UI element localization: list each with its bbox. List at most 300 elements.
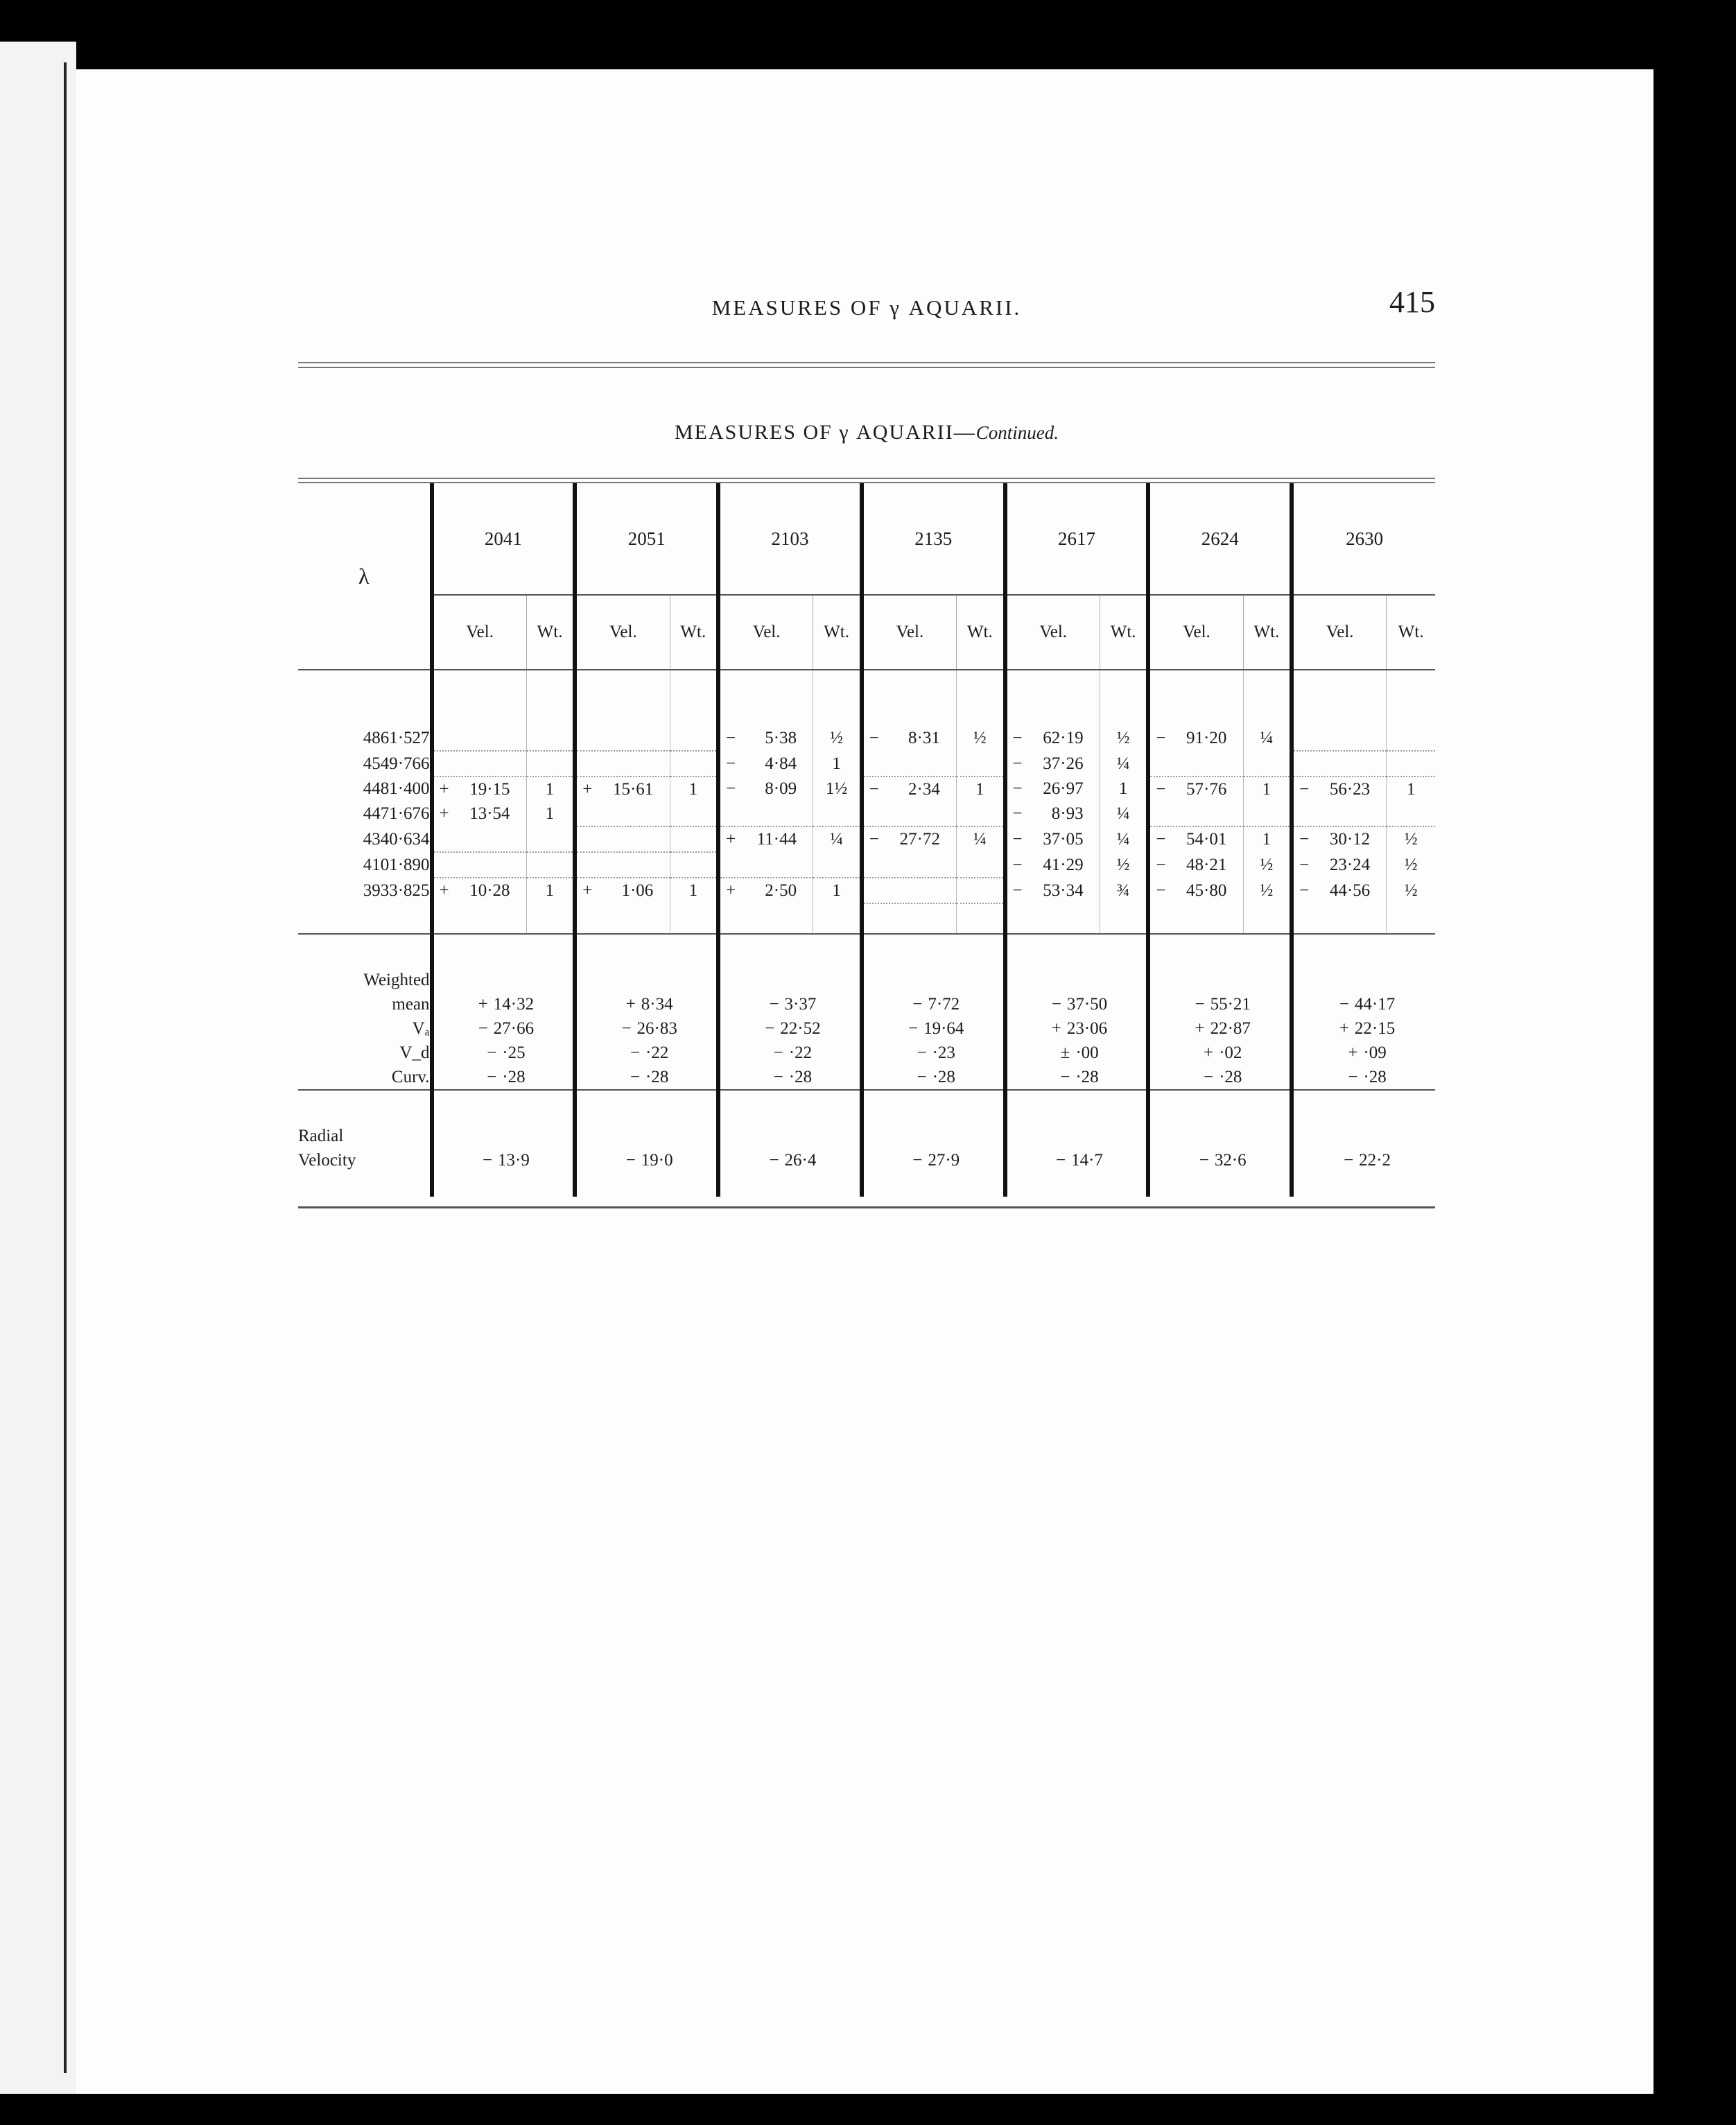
empty-cell [1292,726,1387,751]
weight-cell: 1 [670,777,718,801]
velocity-value: 27·72 [899,830,940,849]
summary-value [1005,1041,1149,1065]
separator-row [298,934,1435,968]
empty-cell [1387,801,1435,826]
value: ·28 [645,1067,669,1086]
sign: − [1012,779,1023,798]
wavelength-cell: 3933·825 [363,881,430,900]
vel-header: Vel. [1005,595,1100,670]
velocity-value: 15·61 [612,779,654,799]
radial-velocity-value [575,1148,718,1172]
weight-cell: 1 [1243,777,1292,801]
sign: − [912,1150,923,1170]
observation-row [298,852,1435,878]
sign: − [1156,830,1166,849]
value: ·00 [1075,1043,1099,1062]
summary-value [575,1016,718,1041]
sign: − [1156,881,1166,900]
velocity-value: 26·97 [1043,779,1084,798]
summary-label: Weighted [363,970,430,989]
empty-cell [432,751,527,777]
empty-cell [957,878,1005,903]
summary-label: mean [392,994,430,1014]
sign: + [1348,1043,1358,1062]
weight-cell: 1 [526,777,575,801]
sign: − [1051,994,1061,1014]
sign: − [621,1018,632,1038]
empty-cell [813,801,862,826]
table-title-continued: Continued. [975,422,1059,443]
value: 26·4 [784,1150,817,1170]
weight-cell: ¼ [1243,726,1292,751]
weight-cell: 1 [526,801,575,826]
velocity-cell [1005,801,1100,826]
sign: + [1339,1018,1349,1038]
value: ·09 [1363,1043,1387,1062]
value: ·02 [1219,1043,1242,1062]
radial-velocity-value [1005,1148,1149,1172]
velocity-value: 37·05 [1043,829,1084,849]
summary-value [1292,992,1435,1016]
wt-header: Wt. [670,595,718,670]
sign: − [769,1150,779,1170]
empty-cell [526,751,575,777]
summary-value [862,1016,1005,1041]
empty-cell [957,751,1005,777]
velocity-value: 2·50 [765,881,797,900]
velocity-value: 4·84 [765,754,797,773]
wt-header: Wt. [526,595,575,670]
value: 27·9 [928,1150,960,1170]
value: 8·34 [641,994,673,1014]
wavelength-cell: 4861·527 [363,729,430,747]
sign: − [1199,1150,1209,1170]
velocity-cell [1005,726,1100,751]
wavelength-cell: 4471·676 [363,804,430,823]
sign: − [1195,994,1205,1014]
weight-cell: ½ [1243,852,1292,878]
weight-cell: 1 [1387,777,1435,801]
sign: − [869,729,879,747]
empty-cell [957,852,1005,878]
weight-cell: 1 [526,878,575,903]
sign: − [769,994,779,1014]
vel-header: Vel. [718,595,813,670]
empty-cell [862,751,957,777]
sign: + [726,830,736,849]
summary-value [1005,1065,1149,1090]
weight-cell: 1½ [813,777,862,801]
value: 23·06 [1066,1018,1108,1038]
summary-value [1292,1041,1435,1065]
empty-cell [718,801,813,826]
sign: − [630,1043,641,1062]
velocity-cell [1292,878,1387,903]
velocity-cell [1148,726,1243,751]
book-page [76,69,1653,2094]
empty-cell [1148,751,1243,777]
sign: − [1012,881,1023,900]
velocity-value: 44·56 [1329,881,1371,900]
weight-cell: ½ [813,726,862,751]
spacer-row [298,670,1435,726]
empty-cell [670,726,718,751]
value: ·22 [788,1043,813,1062]
value: 14·7 [1071,1150,1103,1170]
empty-cell [1387,726,1435,751]
empty-cell [1148,801,1243,826]
vd-row [298,1041,1435,1065]
value: ·28 [1075,1067,1099,1086]
velocity-cell [1148,777,1243,801]
weight-cell: ½ [1387,878,1435,903]
radial-label: Velocity [298,1150,356,1170]
value: 26·83 [636,1018,677,1038]
sign: − [1156,855,1166,874]
sign: ± [1060,1043,1070,1062]
summary-value [1005,992,1149,1016]
value: 19·0 [641,1150,673,1170]
weight-cell: ½ [1100,852,1148,878]
sign: − [1012,729,1023,747]
observation-row [298,801,1435,826]
radial-velocity-row [298,1148,1435,1172]
sign: − [1156,779,1166,799]
running-title: MEASURES OF γ AQUARII. [711,295,1022,320]
sign: − [1060,1067,1070,1086]
plate-header: 2103 [718,483,862,595]
velocity-value: 41·29 [1043,855,1084,874]
empty-cell [575,852,670,878]
velocity-value: 48·21 [1186,855,1227,874]
weight-cell: ½ [957,726,1005,751]
weight-cell: 1 [1243,826,1292,852]
velocity-cell [862,726,957,751]
summary-empty [1148,968,1292,992]
page-number: 415 [1389,285,1435,319]
empty-cell [1387,751,1435,777]
value: ·28 [1219,1067,1242,1086]
summary-empty [862,968,1005,992]
summary-label: V_d [399,1043,430,1062]
curv-row [298,1065,1435,1090]
value: 37·50 [1066,994,1108,1014]
velocity-value: 19·15 [469,779,510,799]
sign: + [478,994,488,1014]
plate-header: 2624 [1148,483,1292,595]
weight-cell: ¼ [1100,826,1148,852]
sign: − [1012,754,1023,773]
observation-row [298,878,1435,903]
summary-empty [432,968,575,992]
value: 32·6 [1214,1150,1247,1170]
empty-cell [575,826,670,852]
summary-empty [575,968,718,992]
vel-header: Vel. [862,595,957,670]
velocity-cell [718,878,813,903]
empty-cell [670,801,718,826]
empty-cell [526,852,575,878]
sign: − [487,1043,497,1062]
value: 22·15 [1354,1018,1396,1038]
velocity-value: 13·54 [469,804,510,823]
sign: + [1204,1043,1214,1062]
velocity-value: 30·12 [1329,830,1371,849]
value: 14·32 [493,994,535,1014]
empty-cell [718,852,813,878]
empty-cell [1243,801,1292,826]
velocity-cell [1148,826,1243,852]
empty-cell [670,751,718,777]
wavelength-cell: 4340·634 [363,829,430,849]
weight-cell: 1 [813,878,862,903]
value: 22·87 [1210,1018,1251,1038]
velocity-value: 5·38 [765,729,797,747]
weight-cell: 1 [1100,777,1148,801]
summary-value [432,992,575,1016]
empty-cell [670,852,718,878]
summary-value [432,1041,575,1065]
wt-header: Wt. [813,595,862,670]
wavelength-cell: 4481·400 [363,779,430,798]
summary-value [1292,1065,1435,1090]
sign: − [482,1150,493,1170]
sign: − [869,779,879,799]
page-content [298,284,1435,1208]
value: 22·2 [1359,1150,1391,1170]
sign: − [478,1018,488,1038]
sign: − [1299,881,1310,900]
wt-header: Wt. [1387,595,1435,670]
velocity-value: 45·80 [1186,881,1227,900]
sign: + [439,804,449,823]
radial-velocity-value [1292,1148,1435,1172]
velocity-value: 53·34 [1043,881,1084,900]
plate-header: 2630 [1292,483,1435,595]
vel-header: Vel. [1292,595,1387,670]
empty-cell [432,852,527,878]
sign: − [869,830,879,849]
empty-cell [862,852,957,878]
sign: − [487,1067,497,1086]
empty-cell [813,852,862,878]
running-head [298,284,1435,326]
radial-label-row [298,1124,1435,1148]
sign: − [726,729,736,747]
velocity-cell [432,801,527,826]
weight-cell: ½ [1387,826,1435,852]
velocity-value: 2·34 [908,779,940,799]
value: 27·66 [493,1018,535,1038]
wt-header: Wt. [957,595,1005,670]
weight-cell: ¾ [1100,878,1148,903]
value: 7·72 [928,994,960,1014]
velocity-value: 1·06 [621,881,654,900]
sign: − [630,1067,641,1086]
velocity-cell [432,777,527,801]
velocity-cell [1292,852,1387,878]
summary-value [718,992,862,1016]
separator-row [298,1090,1435,1124]
sign: + [582,779,593,799]
wt-header: Wt. [1243,595,1292,670]
value: 44·17 [1354,994,1396,1014]
summary-value [1148,1065,1292,1090]
sign: + [726,881,736,900]
velocity-value: 37·26 [1043,754,1084,773]
weight-cell: ½ [1387,852,1435,878]
empty-cell [1292,751,1387,777]
sign: − [1299,855,1310,874]
summary-value [575,1065,718,1090]
observation-row [298,777,1435,801]
summary-value [862,992,1005,1016]
sign: − [1156,729,1166,747]
velocity-cell [1292,826,1387,852]
sign: − [765,1018,775,1038]
spacer-row [298,1172,1435,1197]
sign: − [1299,779,1310,799]
velocity-cell [718,777,813,801]
sign: − [1204,1067,1214,1086]
summary-value [862,1065,1005,1090]
observation-row [298,726,1435,751]
sign: − [917,1067,927,1086]
sign: − [912,994,923,1014]
empty-cell [526,726,575,751]
sign: − [773,1067,783,1086]
value: 22·52 [780,1018,821,1038]
velocity-cell [718,751,813,777]
radial-velocity-value [432,1148,575,1172]
velocity-cell [1005,751,1100,777]
summary-value [718,1016,862,1041]
summary-empty [718,968,862,992]
sign: + [1195,1018,1205,1038]
summary-value [1148,992,1292,1016]
table-bottom-rule [298,1206,1435,1208]
sign: − [726,754,736,773]
observation-row [298,751,1435,777]
value: 55·21 [1210,994,1251,1014]
vel-header: Vel. [575,595,670,670]
summary-empty [1005,968,1149,992]
weight-cell: ¼ [1100,751,1148,777]
empty-cell [575,751,670,777]
weight-cell: ½ [1100,726,1148,751]
summary-value [1292,1016,1435,1041]
table-title [298,421,1435,444]
velocity-cell [1005,878,1100,903]
empty-cell [1243,751,1292,777]
value: ·22 [645,1043,669,1062]
weight-cell: 1 [813,751,862,777]
value: 3·37 [784,994,817,1014]
radial-velocity-value [1148,1148,1292,1172]
empty-cell [862,801,957,826]
sign: + [1051,1018,1061,1038]
sign: + [582,881,593,900]
spacer-row [298,903,1435,934]
weight-cell: ¼ [813,826,862,852]
value: ·28 [788,1067,813,1086]
empty-cell [432,726,527,751]
vel-header: Vel. [1148,595,1243,670]
sign: − [773,1043,783,1062]
velocity-value: 54·01 [1186,830,1227,849]
summary-value [432,1065,575,1090]
value: ·25 [502,1043,526,1062]
sign: − [726,779,736,798]
summary-value [1148,1041,1292,1065]
velocity-cell [862,777,957,801]
velocity-cell [1005,826,1100,852]
sign: − [1339,994,1349,1014]
velocity-cell [1005,852,1100,878]
velocity-value: 8·93 [1051,804,1084,823]
sign: − [1012,855,1023,874]
plate-header: 2051 [575,483,718,595]
summary-value [862,1041,1005,1065]
empty-cell [526,826,575,852]
weight-cell: ¼ [1100,801,1148,826]
sign: + [625,994,636,1014]
summary-value [1148,1016,1292,1041]
summary-label: Curv. [391,1067,430,1086]
velocity-value: 23·24 [1329,855,1371,874]
sign: − [908,1018,919,1038]
value: ·28 [1363,1067,1387,1086]
summary-label: Vₐ [412,1018,430,1038]
gutter-line [64,62,67,2073]
measures-table [298,483,1435,1197]
summary-empty [1292,968,1435,992]
value: 13·9 [498,1150,530,1170]
summary-value [718,1041,862,1065]
value: ·23 [932,1043,955,1062]
value: ·28 [932,1067,955,1086]
empty-cell [1292,801,1387,826]
wavelength-cell: 4101·890 [363,855,430,874]
radial-label: Radial [298,1126,344,1145]
sign: − [1348,1067,1358,1086]
header-row-plates [298,483,1435,595]
weighted-label-row [298,968,1435,992]
summary-value [432,1016,575,1041]
plate-header: 2617 [1005,483,1149,595]
empty-cell [575,726,670,751]
sign: − [1299,830,1310,849]
table-top-rule [298,478,1435,483]
velocity-cell [1148,878,1243,903]
plate-header: 2135 [862,483,1005,595]
empty-cell [862,878,957,903]
wt-header: Wt. [1100,595,1148,670]
velocity-value: 8·09 [765,779,797,798]
velocity-cell [575,878,670,903]
sign: − [1344,1150,1354,1170]
velocity-value: 11·44 [756,830,797,849]
velocity-value: 8·31 [908,729,940,747]
sign: − [1056,1150,1066,1170]
sign: + [439,779,449,799]
plate-header: 2041 [432,483,575,595]
header-rule [298,362,1435,368]
wavelength-cell: 4549·766 [363,754,430,773]
header-row-sub [298,595,1435,670]
radial-velocity-value [862,1148,1005,1172]
summary-value [1005,1016,1149,1041]
